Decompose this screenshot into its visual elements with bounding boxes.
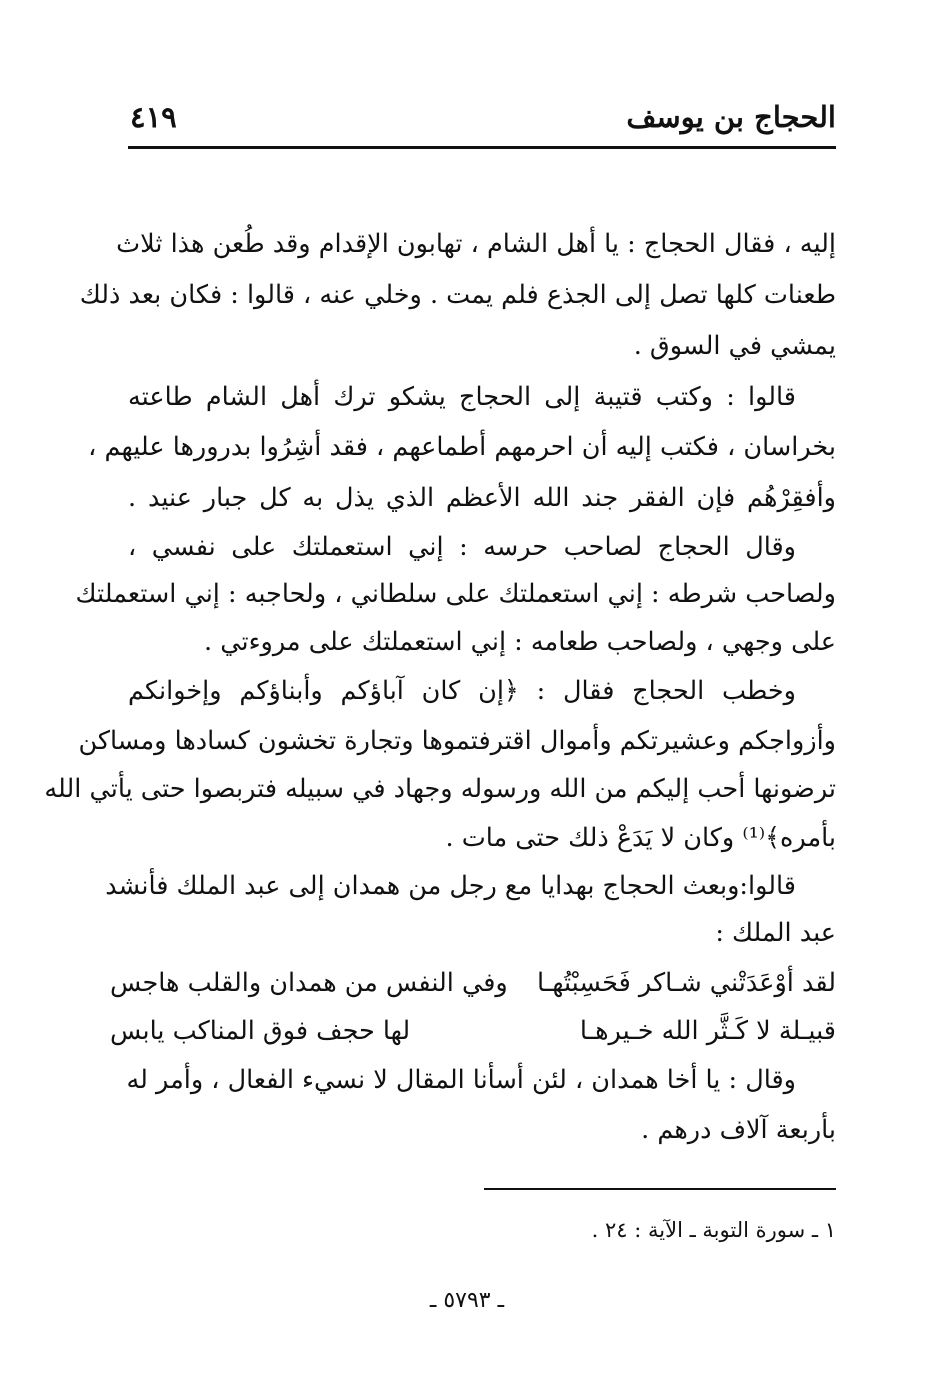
text-line: قالوا:وبعث الحجاج بهدايا مع رجل من همدان إلى عبد الملك فأنشد xyxy=(105,871,796,901)
footnote: ١ ـ سورة التوبة ـ الآية : ٢٤ . xyxy=(591,1218,836,1242)
text-line: على وجهي ، ولصاحب طعامه : إني استعملتك على مروءتي . xyxy=(204,627,836,657)
verse-hemistich-1: لقد أوْعَدَتْني شـاكر فَحَسِبْتُهـا xyxy=(536,968,836,998)
verse-hemistich-2: وفي النفس من همدان والقلب هاجس xyxy=(110,968,508,998)
page-number-footer: ـ ٥٧٩٣ ـ xyxy=(429,1288,505,1313)
text-line: قالوا : وكتب قتيبة إلى الحجاج يشكو ترك أهل الشام طاعته xyxy=(128,382,796,412)
header-title: الحجاج بن يوسف xyxy=(626,100,836,134)
running-header xyxy=(128,100,836,140)
text-line: وقال الحجاج لصاحب حرسه : إني استعملتك على نفسي ، xyxy=(128,532,796,562)
text-line: طعنات كلها تصل إلى الجذع فلم يمت . وخلي عنه ، قالوا : فكان بعد ذلك xyxy=(79,280,836,310)
text-line: بأربعة آلاف درهم . xyxy=(641,1115,836,1145)
text-line: ترضونها أحب إليكم من الله ورسوله وجهاد في سبيله فتربصوا حتى يأتي الله xyxy=(44,774,836,804)
text-line: وأزواجكم وعشيرتكم وأموال اقترفتموها وتجارة تخشون كسادها ومساكن xyxy=(78,726,836,756)
text-line: وأفقِرْهُم فإن الفقر جند الله الأعظم الذي يذل به كل جبار عنيد . xyxy=(128,483,836,513)
text-line: وقال : يا أخا همدان ، لئن أسأنا المقال لا نسيء الفعال ، وأمر له xyxy=(126,1065,796,1095)
footnote-rule xyxy=(484,1188,836,1190)
verse-hemistich-2: لها حجف فوق المناكب يابس xyxy=(110,1016,411,1046)
text-line: عبد الملك : xyxy=(715,918,836,948)
text-line: بأمره﴾⁽¹⁾ وكان لا يَدَعْ ذلك حتى مات . xyxy=(445,823,836,853)
text-line: وخطب الحجاج فقال : ﴿إن كان آباؤكم وأبناؤكم وإخوانكم xyxy=(128,676,796,706)
text-line: بخراسان ، فكتب إليه أن احرمهم أطماعهم ، فقد أشِرُوا بدرورها عليهم ، xyxy=(88,432,836,462)
header-page-number: ٤١٩ xyxy=(130,100,177,134)
verse-hemistich-1: قبيـلة لا كَـثَّر الله خـيرهـا xyxy=(579,1016,836,1046)
text-line: ولصاحب شرطه : إني استعملتك على سلطاني ، ولحاجبه : إني استعملتك xyxy=(75,579,836,609)
text-line: إليه ، فقال الحجاج : يا أهل الشام ، تهابون الإقدام وقد طُعن هذا ثلاث xyxy=(116,229,836,259)
text-line: يمشي في السوق . xyxy=(633,331,836,361)
header-rule xyxy=(128,146,836,149)
